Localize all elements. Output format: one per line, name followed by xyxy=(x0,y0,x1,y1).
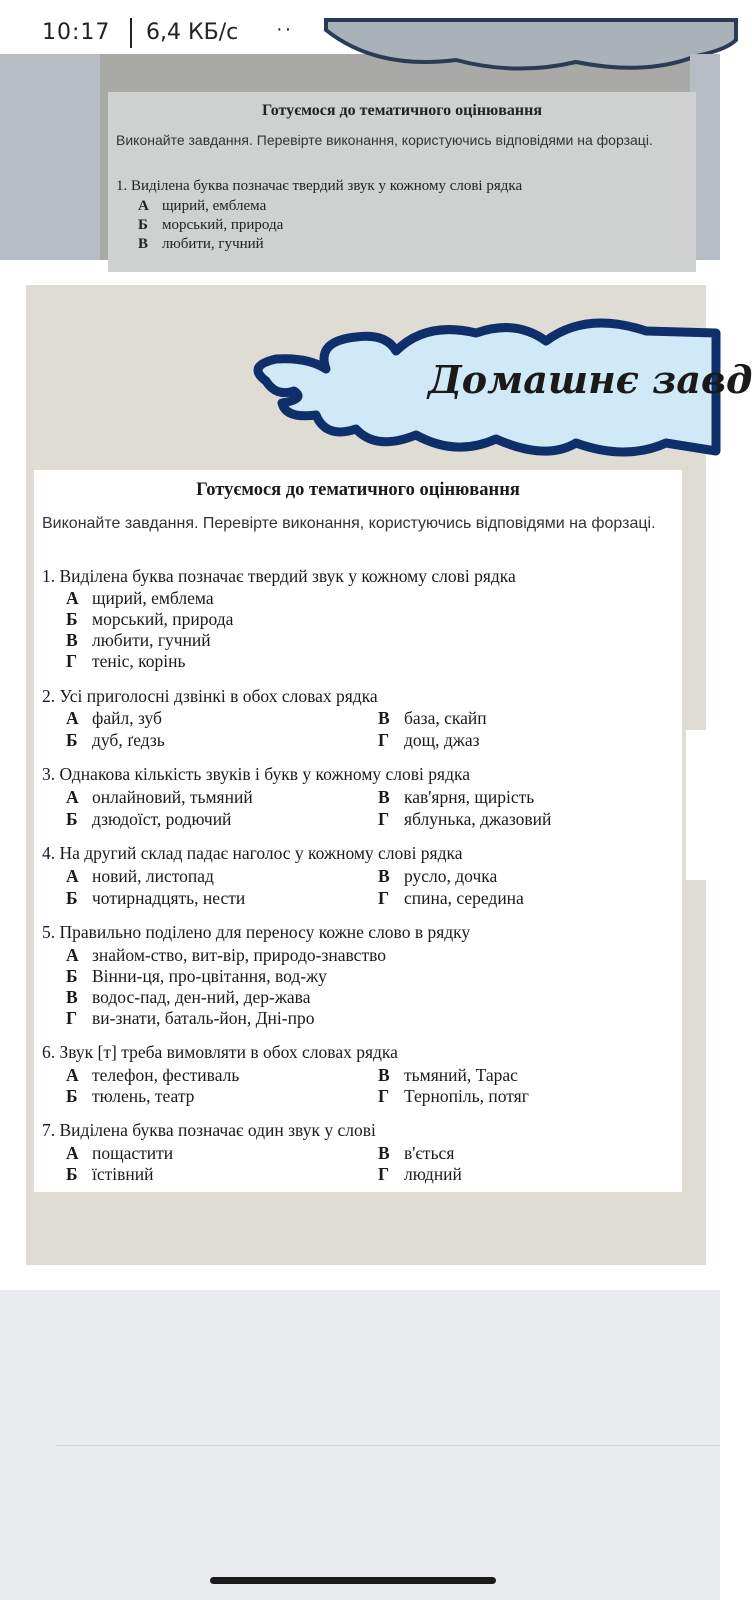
option: А новий, листопад xyxy=(66,866,214,886)
option: В в'ється xyxy=(378,1143,455,1163)
preview-title: Готуємося до тематичного оцінювання xyxy=(261,102,543,119)
preview-cloud xyxy=(316,20,736,76)
option: А пощастити xyxy=(66,1143,174,1163)
sheet-title: Готуємося до тематичного оцінювання xyxy=(196,480,520,500)
option: Б морський, природа xyxy=(66,609,234,629)
option: Г Тернопіль, потяг xyxy=(378,1086,529,1106)
background-preview xyxy=(0,54,720,260)
option: Б Вінни-ця, про-цвітання, вод-жу xyxy=(66,966,327,986)
question-2: 2. Усі приголосні дзвінкі в обох словах рядка xyxy=(42,686,378,706)
question-6: 6. Звук [т] треба вимовляти в обох словах рядка xyxy=(42,1042,398,1062)
option: А файл, зуб xyxy=(66,708,162,728)
option: Г дощ, джаз xyxy=(378,730,480,750)
option: А щирий, емблема xyxy=(66,588,214,608)
question-4: 4. На другий склад падає наголос у кожному слові рядка xyxy=(42,843,463,863)
option: В водос-пад, ден-ний, дер-жава xyxy=(66,987,311,1007)
sheet-intro: Виконайте завдання. Перевірте виконання, користуючись відповідями на форзаці. xyxy=(42,515,656,532)
option: Б їстівний xyxy=(66,1164,154,1184)
side-panel-edge xyxy=(686,730,706,880)
main-image[interactable] xyxy=(26,285,752,1265)
option: Г спина, середина xyxy=(378,888,524,908)
status-separator xyxy=(130,18,132,48)
option: В кав'ярня, щирість xyxy=(378,787,535,807)
option: В база, скайп xyxy=(378,708,487,728)
option: Г ви-знати, баталь-йон, Дні-про xyxy=(66,1008,315,1028)
preview-sheet xyxy=(108,92,696,272)
preview-edge-left xyxy=(0,54,100,260)
question-1: 1. Виділена буква позначає твердий звук у кожному слові рядка xyxy=(42,566,516,586)
home-indicator[interactable] xyxy=(210,1577,496,1584)
option: Б тюлень, театр xyxy=(66,1086,195,1106)
status-more-dots: ·· xyxy=(276,18,294,40)
banner-title: Домашнє завд xyxy=(428,357,752,402)
question-3: 3. Однакова кількість звуків і букв у кожному слові рядка xyxy=(42,764,470,784)
option: А телефон, фестиваль xyxy=(66,1065,240,1085)
option: Б дзюдоїст, родючий xyxy=(66,809,232,829)
preview-option: Б морський, природа xyxy=(138,217,284,233)
divider xyxy=(55,1445,720,1446)
option: А онлайновий, тьмяний xyxy=(66,787,253,807)
option: Б дуб, ґедзь xyxy=(66,730,165,750)
option: Г яблунька, джазовий xyxy=(378,809,552,829)
preview-question: 1. Виділена буква позначає твердий звук у кожному слові рядка xyxy=(116,178,523,194)
question-7: 7. Виділена буква позначає один звук у слові xyxy=(42,1120,376,1140)
question-5: 5. Правильно поділено для переносу кожне слово в рядку xyxy=(42,922,471,942)
option: А знайом-ство, вит-вір, природо-знавство xyxy=(66,945,386,965)
preview-option: В любити, гучний xyxy=(138,236,264,252)
option: Г людний xyxy=(378,1164,462,1184)
preview-option: А щирий, емблема xyxy=(138,198,267,214)
option: В любити, гучний xyxy=(66,630,211,650)
preview-intro: Виконайте завдання. Перевірте виконання, користуючись відповідями на форзаці. xyxy=(116,132,653,148)
option: Б чотирнадцять, нести xyxy=(66,888,246,908)
option: В русло, дочка xyxy=(378,866,498,886)
option: В тьмяний, Тарас xyxy=(378,1065,518,1085)
lower-panel xyxy=(0,1290,720,1600)
status-time: 10:17 xyxy=(42,20,111,45)
option: Г теніс, корінь xyxy=(66,651,186,671)
status-net-speed: 6,4 КБ/с xyxy=(146,20,239,45)
task-sheet xyxy=(34,470,682,1192)
